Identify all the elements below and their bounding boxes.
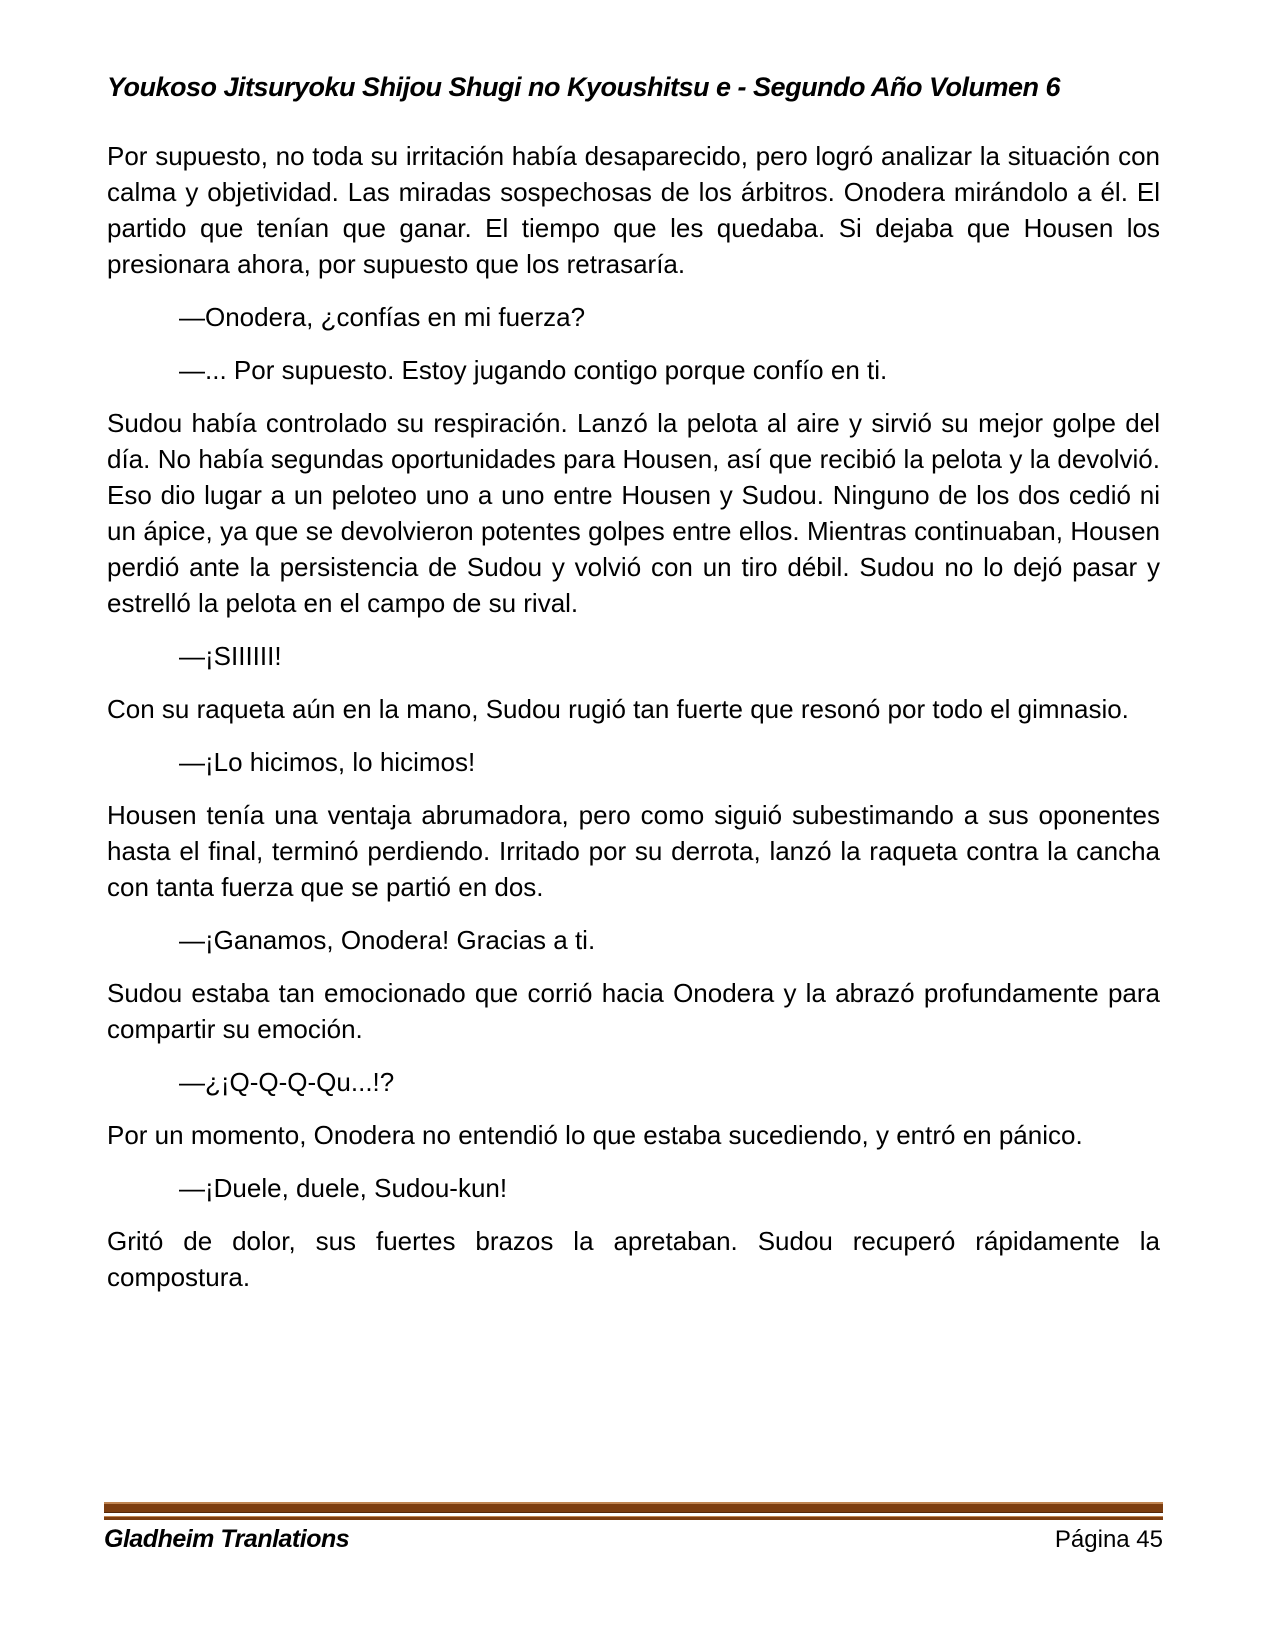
body-paragraph-12: Por un momento, Onodera no entendió lo que estaba sucediendo, y entró en pánico. [107,1120,1083,1150]
body-paragraph-4: Sudou había controlado su respiración. Lanzó la pelota al aire y sirvió su mejor golpe del día. No había segundas oportunidades para Housen, así que recibió la pelota y la devolvió. Eso dio lugar a un peloteo uno a uno entre Housen y Sudou. Ninguno de los dos cedió ni un ápice, ya que se devolvieron potentes golpes entre ellos. Mientras continuaban, Housen perdió ante la persistencia de Sudou y volvió con un tiro débil. Sudou no lo dejó pasar y estrelló la pelota en el campo de su rival. [107,408,1160,618]
footer-divider [104,1502,1163,1520]
footer-page-number: Página 45 [1054,1526,1163,1553]
dialogue-line-5: —¡SIIIIII! [179,641,282,671]
body-paragraph-1: Por supuesto, no toda su irritación había desaparecido, pero logró analizar la situación con calma y objetividad. Las miradas sospechosas de los árbitros. Onodera mirándolo a él. El partido que tenían que ganar. El tiempo que les quedaba. Si dejaba que Housen los presionara ahora, por supuesto que los retrasaría. [107,141,1160,279]
footer-translator-name: Gladheim Tranlations [104,1525,350,1553]
body-paragraph-8: Housen tenía una ventaja abrumadora, pero como siguió subestimando a sus oponentes hasta el final, terminó perdiendo. Irritado por su derrota, lanzó la raqueta contra la cancha con tanta fuerza que se partió en dos. [107,800,1160,902]
body-paragraph-10: Sudou estaba tan emocionado que corrió hacia Onodera y la abrazó profundamente para compartir su emoción. [107,978,1160,1044]
dialogue-line-7: —¡Lo hicimos, lo hicimos! [179,747,476,777]
page-footer [104,1502,1163,1554]
footer-divider-thin-bar [104,1516,1163,1520]
footer-divider-thick-bar [104,1502,1163,1513]
dialogue-line-3: —... Por supuesto. Estoy jugando contigo porque confío en ti. [179,355,888,385]
dialogue-line-11: —¿¡Q-Q-Q-Qu...!? [179,1067,395,1097]
body-paragraph-14: Gritó de dolor, sus fuertes brazos la apretaban. Sudou recuperó rápidamente la compostura. [107,1226,1160,1292]
dialogue-line-13: —¡Duele, duele, Sudou-kun! [179,1173,508,1203]
dialogue-line-9: —¡Ganamos, Onodera! Gracias a ti. [179,925,596,955]
body-paragraph-6: Con su raqueta aún en la mano, Sudou rugió tan fuerte que resonó por todo el gimnasio. [107,694,1129,724]
page-header-title: Youkoso Jitsuryoku Shijou Shugi no Kyoushitsu e - Segundo Año Volumen 6 [107,72,1061,102]
page-header [107,72,1160,103]
dialogue-line-2: —Onodera, ¿confías en mi fuerza? [179,302,586,332]
page-body [107,138,1160,1312]
footer-row [104,1525,1163,1554]
